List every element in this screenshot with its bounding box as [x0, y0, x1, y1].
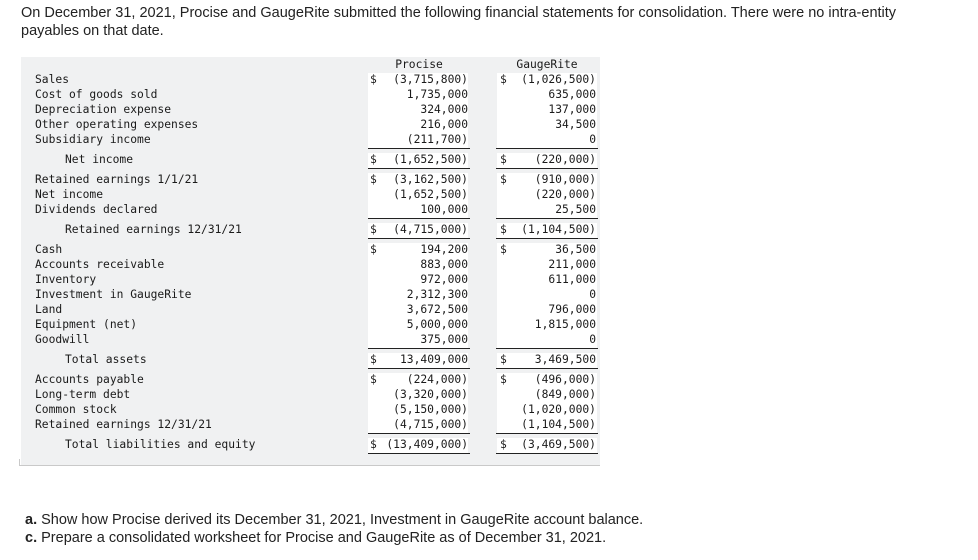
- procise-underline: [368, 348, 470, 349]
- procise-value: 1,735,000: [406, 88, 468, 101]
- procise-value: 5,000,000: [406, 318, 468, 331]
- row-label: Total liabilities and equity: [65, 438, 256, 451]
- procise-value: 194,200: [420, 243, 468, 256]
- procise-value: (224,000): [406, 373, 468, 386]
- row-label: Retained earnings 12/31/21: [65, 223, 242, 236]
- gaugerite-value: (849,000): [534, 388, 596, 401]
- procise-dollar-sign: $: [370, 223, 377, 236]
- gaugerite-value: 25,500: [555, 203, 596, 216]
- procise-value: 375,000: [420, 333, 468, 346]
- gaugerite-value: (1,026,500): [521, 73, 596, 86]
- procise-underline: [368, 433, 470, 434]
- procise-dollar-sign: $: [370, 353, 377, 366]
- gaugerite-value: 137,000: [548, 103, 596, 116]
- gaugerite-value: 3,469,500: [534, 353, 596, 366]
- row-label: Cash: [35, 243, 63, 256]
- row-label: Equipment (net): [35, 318, 138, 331]
- gaugerite-value: (910,000): [534, 173, 596, 186]
- gaugerite-value: (1,020,000): [521, 403, 596, 416]
- gaugerite-value: 1,815,000: [534, 318, 596, 331]
- procise-value: 216,000: [420, 118, 468, 131]
- gaugerite-value: 796,000: [548, 303, 596, 316]
- row-label: Depreciation expense: [35, 103, 172, 116]
- task-text: Prepare a consolidated worksheet for Procise and GaugeRite as of December 31, 2021.: [41, 530, 607, 546]
- procise-underline: [368, 218, 470, 219]
- procise-value: 883,000: [420, 258, 468, 271]
- row-label: Accounts receivable: [35, 258, 165, 271]
- task-letter: c.: [25, 530, 38, 546]
- task-a: [25, 511, 643, 529]
- row-label: Net income: [65, 153, 134, 166]
- procise-value: (3,320,000): [393, 388, 468, 401]
- gaugerite-value: 611,000: [548, 273, 596, 286]
- row-label: Dividends declared: [35, 203, 158, 216]
- gaugerite-underline: [496, 148, 598, 149]
- gaugerite-underline: [496, 368, 598, 369]
- gaugerite-dollar-sign: $: [500, 373, 507, 386]
- gaugerite-underline: [496, 433, 598, 434]
- row-label: Goodwill: [35, 333, 90, 346]
- gaugerite-dollar-sign: $: [500, 223, 507, 236]
- gaugerite-dollar-sign: $: [500, 353, 507, 366]
- procise-dollar-sign: $: [370, 73, 377, 86]
- procise-underline: [368, 238, 470, 239]
- task-letter: a.: [25, 512, 38, 528]
- procise-value: (13,409,000): [386, 438, 468, 451]
- procise-underline: [368, 368, 470, 369]
- procise-value: (3,715,800): [393, 73, 468, 86]
- procise-value: (4,715,000): [393, 418, 468, 431]
- procise-dollar-sign: $: [370, 173, 377, 186]
- procise-value: (1,652,500): [393, 188, 468, 201]
- task-list: [25, 511, 643, 547]
- gaugerite-value: (220,000): [534, 153, 596, 166]
- row-label: Subsidiary income: [35, 133, 151, 146]
- column-header-procise: Procise: [395, 58, 443, 71]
- gaugerite-underline: [496, 218, 598, 219]
- procise-value: (211,700): [406, 133, 468, 146]
- gaugerite-cell: [497, 333, 597, 348]
- row-label: Sales: [35, 73, 70, 86]
- gaugerite-value: 34,500: [555, 118, 596, 131]
- procise-underline: [368, 148, 470, 149]
- procise-value: 324,000: [420, 103, 468, 116]
- procise-value: 2,312,300: [406, 288, 468, 301]
- gaugerite-value: 211,000: [548, 258, 596, 271]
- intro-text: On December 31, 2021, Procise and GaugeRite submitted the following financial statements for consolidation. There were no intra-entity payables on that date.: [21, 5, 897, 39]
- row-label: Investment in GaugeRite: [35, 288, 192, 301]
- row-label: Long-term debt: [35, 388, 131, 401]
- procise-underline: [368, 168, 470, 169]
- gaugerite-underline: [496, 453, 598, 454]
- gaugerite-value: 0: [589, 333, 596, 346]
- procise-value: 3,672,500: [406, 303, 468, 316]
- task-text: Show how Procise derived its December 31, 2021, Investment in GaugeRite account balance.: [41, 512, 644, 528]
- gaugerite-dollar-sign: $: [500, 438, 507, 451]
- procise-value: 972,000: [420, 273, 468, 286]
- gaugerite-cell: [497, 133, 597, 148]
- row-label: Accounts payable: [35, 373, 144, 386]
- gaugerite-dollar-sign: $: [500, 73, 507, 86]
- procise-value: (4,715,000): [393, 223, 468, 236]
- task-c: [25, 529, 643, 547]
- gaugerite-dollar-sign: $: [500, 173, 507, 186]
- procise-value: 13,409,000: [399, 353, 468, 366]
- gaugerite-dollar-sign: $: [500, 153, 507, 166]
- row-label: Common stock: [35, 403, 117, 416]
- gaugerite-underline: [496, 168, 598, 169]
- gaugerite-cell: [497, 288, 597, 303]
- gaugerite-value: 635,000: [548, 88, 596, 101]
- gaugerite-value: 36,500: [555, 243, 596, 256]
- procise-dollar-sign: $: [370, 153, 377, 166]
- gaugerite-value: 0: [589, 133, 596, 146]
- gaugerite-dollar-sign: $: [500, 243, 507, 256]
- procise-value: 100,000: [420, 203, 468, 216]
- procise-dollar-sign: $: [370, 373, 377, 386]
- row-label: Total assets: [65, 353, 147, 366]
- gaugerite-underline: [496, 238, 598, 239]
- row-label: Retained earnings 1/1/21: [35, 173, 199, 186]
- gaugerite-value: (1,104,500): [521, 418, 596, 431]
- procise-dollar-sign: $: [370, 243, 377, 256]
- gaugerite-value: (3,469,500): [521, 438, 596, 451]
- row-label: Land: [35, 303, 63, 316]
- gaugerite-value: (220,000): [534, 188, 596, 201]
- row-label: Cost of goods sold: [35, 88, 158, 101]
- gaugerite-value: 0: [589, 288, 596, 301]
- gaugerite-value: (1,104,500): [521, 223, 596, 236]
- gaugerite-value: (496,000): [534, 373, 596, 386]
- procise-value: (5,150,000): [393, 403, 468, 416]
- row-label: Retained earnings 12/31/21: [35, 418, 212, 431]
- procise-dollar-sign: $: [370, 438, 377, 451]
- procise-value: (1,652,500): [393, 153, 468, 166]
- row-label: Other operating expenses: [35, 118, 199, 131]
- column-header-gaugerite: GaugeRite: [516, 58, 578, 71]
- procise-value: (3,162,500): [393, 173, 468, 186]
- row-label: Inventory: [35, 273, 97, 286]
- row-label: Net income: [35, 188, 104, 201]
- procise-underline: [368, 453, 470, 454]
- gaugerite-underline: [496, 348, 598, 349]
